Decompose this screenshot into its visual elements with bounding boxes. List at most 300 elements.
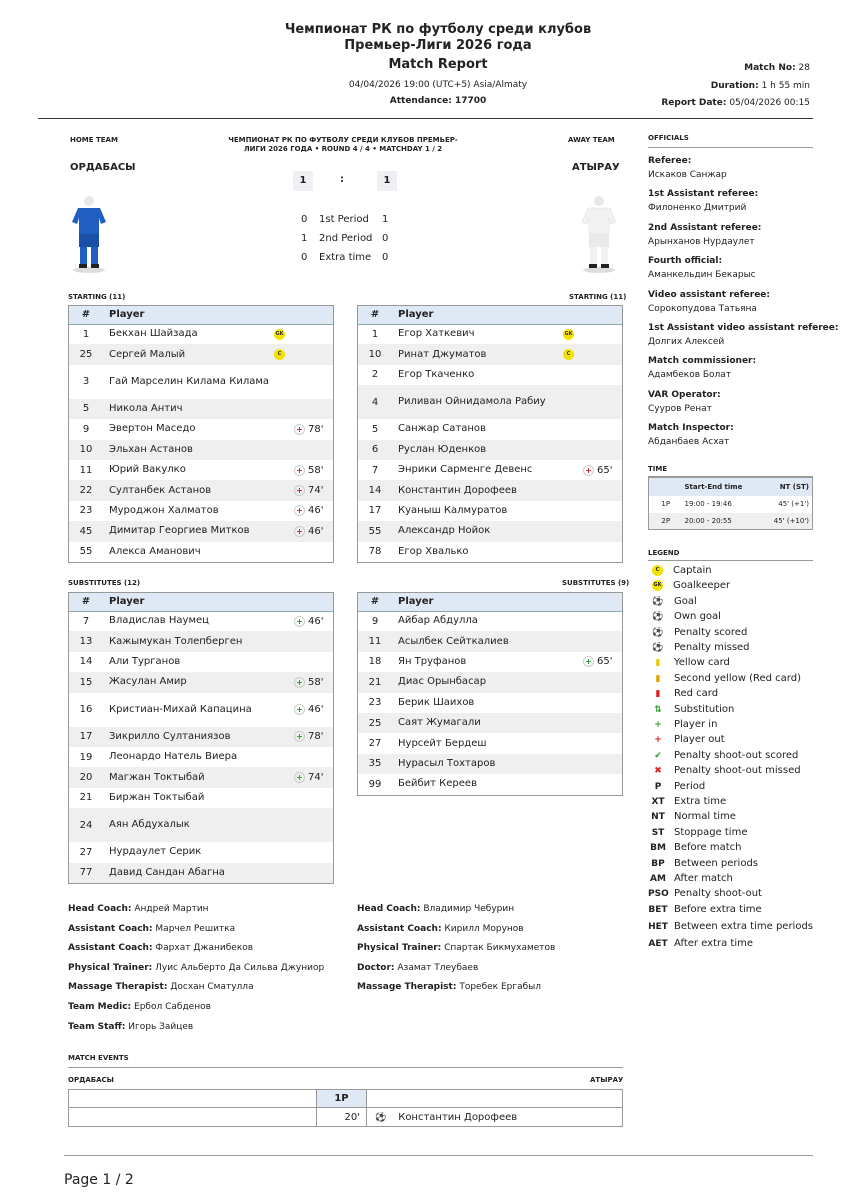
player-row bbox=[69, 480, 333, 500]
player-cell bbox=[392, 611, 622, 631]
player-cell bbox=[392, 344, 622, 364]
footer-divider bbox=[64, 1155, 813, 1156]
period-away-score: 1 bbox=[382, 214, 389, 225]
player-row bbox=[69, 767, 333, 787]
legend-icon: AET bbox=[648, 938, 668, 949]
player-cell bbox=[392, 501, 622, 521]
player-row bbox=[358, 611, 622, 631]
player-cell bbox=[392, 365, 622, 385]
player-row bbox=[69, 419, 333, 439]
legend-label: Period bbox=[674, 780, 706, 792]
player-row bbox=[69, 863, 333, 883]
player-name: Владислав Наумец bbox=[109, 615, 209, 627]
player-row bbox=[69, 727, 333, 747]
sub-minute: 46' bbox=[308, 505, 324, 517]
player-name: Бекхан Шайзада bbox=[109, 328, 198, 340]
player-row bbox=[358, 385, 622, 419]
legend-label: Goal bbox=[674, 595, 697, 607]
legend-icon: PSO bbox=[648, 889, 669, 900]
competition-info: ЧЕМПИОНАТ РК ПО ФУТБОЛУ СРЕДИ КЛУБОВ ПРЕМЬЕР-ЛИГИ 2026 ГОДА • ROUND 4 / 4 • MATCHDAY 1 / 2 bbox=[228, 136, 458, 153]
staff-role: Physical Trainer: bbox=[357, 943, 442, 954]
time-period: 1P bbox=[661, 500, 671, 508]
official-role: Fourth official: bbox=[648, 256, 723, 267]
player-row bbox=[69, 344, 333, 364]
legend-icon: + bbox=[654, 720, 662, 730]
player-name: Никола Антич bbox=[109, 402, 183, 414]
staff-role: Assistant Coach: bbox=[357, 923, 442, 934]
legend-icon: ⚽ bbox=[652, 596, 664, 607]
player-number: 17 bbox=[368, 505, 382, 517]
match-datetime: 04/04/2026 19:00 (UTC+5) Asia/Almaty bbox=[348, 80, 528, 90]
player-number: 4 bbox=[358, 385, 392, 419]
staff-name: Луис Альберто Да Сильва Джуниор bbox=[155, 962, 325, 973]
player-name: Гай Марселин Килама Килама bbox=[109, 375, 270, 387]
player-cell bbox=[103, 501, 333, 521]
player-cell bbox=[103, 419, 333, 439]
player-row bbox=[358, 693, 622, 713]
sub-minute: 46' bbox=[308, 615, 324, 627]
home-starting-table bbox=[68, 305, 334, 563]
away-starting-label: STARTING (11) bbox=[569, 293, 627, 301]
time-row bbox=[649, 513, 813, 530]
player-number: 55 bbox=[358, 521, 392, 541]
player-out-icon: + bbox=[294, 465, 305, 476]
player-number: 7 bbox=[371, 464, 379, 476]
legend-icon: ▮ bbox=[655, 689, 661, 700]
period-home-score: 0 bbox=[301, 214, 308, 225]
staff-name: Игорь Зайцев bbox=[128, 1021, 194, 1032]
time-period: 2P bbox=[661, 516, 671, 525]
player-number: 11 bbox=[79, 464, 93, 476]
player-row bbox=[358, 652, 622, 672]
home-starting-label: STARTING (11) bbox=[68, 293, 126, 301]
player-cell bbox=[392, 693, 622, 713]
score-separator: : bbox=[340, 174, 344, 185]
player-out-icon: + bbox=[294, 485, 305, 496]
events-period: 1P bbox=[317, 1090, 367, 1108]
player-in-icon: + bbox=[294, 731, 305, 742]
away-score: 1 bbox=[377, 171, 397, 191]
legend-item bbox=[648, 626, 747, 640]
player-name: Магжан Токтыбай bbox=[109, 771, 205, 783]
staff-name: Ербол Сабденов bbox=[134, 1002, 211, 1012]
player-name: Руслан Юденков bbox=[398, 443, 487, 455]
player-name: Кажымукан Толепберген bbox=[109, 635, 243, 647]
official-role: 1st Assistant video assistant referee: bbox=[648, 323, 839, 333]
time-start-end: 19:00 - 19:46 bbox=[684, 500, 732, 508]
player-cell bbox=[103, 542, 333, 562]
player-row bbox=[358, 480, 622, 500]
player-row bbox=[69, 399, 333, 419]
player-name: Алекса Аманович bbox=[109, 545, 201, 557]
legend-icon: XT bbox=[651, 797, 665, 807]
official-role: 2nd Assistant referee: bbox=[648, 222, 762, 233]
legend-icon: BP bbox=[651, 858, 665, 869]
player-number: 20 bbox=[69, 767, 103, 787]
player-number: 2 bbox=[371, 369, 379, 381]
legend-icon: + bbox=[654, 735, 662, 746]
staff-name: Фархат Джанибеков bbox=[155, 943, 254, 954]
col-player: Player bbox=[103, 593, 333, 611]
player-number: 6 bbox=[358, 440, 392, 460]
player-number: 18 bbox=[368, 656, 382, 668]
legend-icon: BM bbox=[650, 843, 666, 854]
legend-icon: HET bbox=[648, 922, 668, 933]
legend-icon: GK bbox=[652, 580, 663, 591]
time-title: TIME bbox=[648, 465, 668, 473]
col-number: # bbox=[69, 593, 103, 611]
sub-minute: 58' bbox=[308, 464, 324, 476]
legend-item bbox=[648, 903, 762, 917]
player-number: 5 bbox=[69, 399, 103, 419]
player-number: 27 bbox=[368, 738, 382, 750]
staff-name: Кирилл Морунов bbox=[444, 923, 524, 934]
staff-role: Physical Trainer: bbox=[68, 962, 153, 973]
player-cell bbox=[392, 460, 622, 480]
goalkeeper-icon: GK bbox=[563, 329, 574, 340]
player-cell bbox=[103, 344, 333, 364]
home-subs-label: SUBSTITUTES (12) bbox=[68, 579, 141, 587]
player-number: 23 bbox=[368, 697, 382, 709]
player-row bbox=[69, 324, 333, 344]
player-number: 45 bbox=[69, 521, 103, 541]
staff-name: Торебек Ергабыл bbox=[459, 982, 542, 993]
period-away-score: 0 bbox=[382, 233, 389, 244]
player-row bbox=[358, 365, 622, 385]
player-number: 55 bbox=[79, 546, 93, 558]
player-cell bbox=[103, 693, 333, 727]
player-in-icon: + bbox=[294, 616, 305, 627]
player-cell bbox=[392, 324, 622, 344]
player-row bbox=[69, 521, 333, 541]
legend-label: Penalty shoot-out bbox=[674, 888, 762, 900]
home-subs-table bbox=[68, 592, 334, 884]
player-cell bbox=[392, 631, 622, 651]
player-row bbox=[69, 672, 333, 692]
sub-minute: 78' bbox=[308, 423, 324, 435]
legend-label: Before match bbox=[674, 842, 742, 854]
player-name: Риливан Ойнидамола Рабиу bbox=[398, 396, 546, 408]
player-cell bbox=[392, 754, 622, 774]
player-number: 19 bbox=[79, 751, 93, 763]
player-row bbox=[358, 324, 622, 344]
legend-divider bbox=[648, 560, 813, 561]
player-cell bbox=[103, 399, 333, 419]
legend-icon: NT bbox=[651, 812, 665, 823]
period-label: 2nd Period bbox=[319, 233, 373, 244]
sub-minute: 58' bbox=[308, 676, 324, 688]
staff-role: Assistant Coach: bbox=[68, 943, 153, 954]
event-player: Константин Дорофеев bbox=[398, 1111, 518, 1123]
player-row bbox=[358, 672, 622, 692]
staff-member bbox=[68, 1002, 211, 1012]
col-player: Player bbox=[392, 593, 622, 611]
player-in-icon: + bbox=[583, 656, 594, 667]
player-row bbox=[69, 788, 333, 808]
player-row bbox=[358, 733, 622, 753]
captain-icon: C bbox=[563, 349, 574, 360]
player-row bbox=[358, 754, 622, 774]
player-cell bbox=[392, 652, 622, 672]
period-label: Extra time bbox=[319, 252, 372, 263]
away-subs-label: SUBSTITUTES (9) bbox=[562, 579, 630, 587]
legend-item bbox=[648, 749, 798, 763]
official-name: Аманкельдин Бекарыс bbox=[648, 270, 756, 281]
player-name: Ринат Джуматов bbox=[398, 348, 487, 360]
player-name: Айбар Абдулла bbox=[398, 615, 478, 627]
player-name: Жасулан Амир bbox=[109, 676, 187, 688]
player-number: 13 bbox=[69, 631, 103, 651]
player-cell bbox=[103, 521, 333, 541]
legend-label: Substitution bbox=[674, 703, 735, 715]
legend-title: LEGEND bbox=[648, 549, 680, 557]
official-role: Match commissioner: bbox=[648, 356, 757, 367]
events-home-team: ОРДАБАСЫ bbox=[68, 1076, 114, 1084]
away-subs-table bbox=[357, 592, 623, 796]
sub-minute: 65' bbox=[597, 464, 613, 476]
home-team-label: HOME TEAM bbox=[70, 136, 118, 144]
staff-member bbox=[357, 982, 541, 992]
legend-item bbox=[648, 857, 758, 871]
player-cell bbox=[103, 365, 333, 399]
time-nt: 45' (+10') bbox=[773, 516, 809, 525]
player-cell bbox=[392, 672, 622, 692]
player-cell bbox=[103, 672, 333, 692]
staff-member bbox=[68, 924, 235, 934]
legend-label: Penalty shoot-out missed bbox=[674, 765, 801, 777]
period-away-score: 0 bbox=[382, 252, 389, 263]
official-name: Искаков Санжар bbox=[648, 170, 727, 180]
player-out-icon: + bbox=[294, 424, 305, 435]
period-home-score: 0 bbox=[301, 252, 308, 263]
col-player: Player bbox=[103, 306, 333, 324]
legend-label: Penalty scored bbox=[674, 626, 748, 638]
player-number: 25 bbox=[358, 713, 392, 733]
player-cell bbox=[103, 788, 333, 808]
player-number: 22 bbox=[69, 480, 103, 500]
player-name: Нурдаулет Серик bbox=[109, 846, 202, 858]
official-name: Сууров Ренат bbox=[648, 403, 712, 414]
official-role: Video assistant referee: bbox=[648, 289, 771, 300]
player-row bbox=[69, 501, 333, 521]
player-number: 5 bbox=[371, 423, 379, 435]
staff-name: Андрей Мартин bbox=[134, 904, 209, 914]
player-cell bbox=[103, 808, 333, 842]
player-name: Санжар Сатанов bbox=[398, 423, 486, 435]
match-report-heading: Match Report bbox=[388, 57, 488, 72]
staff-name: Азамат Тлеубаев bbox=[397, 962, 479, 973]
match-number: Match No: 28 bbox=[744, 63, 810, 73]
player-name: Егор Ткаченко bbox=[398, 368, 475, 380]
official-name: Адамбеков Болат bbox=[648, 370, 732, 381]
player-number: 9 bbox=[82, 423, 90, 435]
player-name: Энрики Сарменге Девенс bbox=[398, 464, 533, 476]
player-number: 27 bbox=[79, 846, 93, 858]
player-name: Нурсейт Бердеш bbox=[398, 737, 487, 749]
page-number: Page 1 / 2 bbox=[64, 1172, 134, 1188]
legend-icon: ⚽ bbox=[652, 627, 664, 638]
player-cell bbox=[103, 727, 333, 747]
player-number: 25 bbox=[69, 344, 103, 364]
player-number: 14 bbox=[79, 656, 93, 668]
period-label: 1st Period bbox=[319, 214, 369, 225]
player-in-icon: + bbox=[294, 677, 305, 688]
legend-item bbox=[648, 780, 705, 794]
legend-icon: ⚽ bbox=[652, 643, 664, 653]
legend-item bbox=[648, 718, 717, 732]
player-name: Александр Нойок bbox=[398, 525, 491, 537]
legend-item bbox=[648, 841, 742, 855]
player-row bbox=[69, 365, 333, 399]
player-number: 24 bbox=[69, 808, 103, 842]
sub-minute: 65' bbox=[597, 656, 613, 668]
staff-member bbox=[68, 963, 324, 973]
legend-icon: P bbox=[654, 781, 662, 792]
time-col-start-end: Start-End time bbox=[684, 482, 743, 491]
col-player: Player bbox=[392, 306, 622, 324]
sub-minute: 74' bbox=[308, 772, 324, 784]
player-name: Саят Жумагали bbox=[398, 717, 481, 729]
time-start-end: 20:00 - 20:55 bbox=[684, 516, 732, 525]
staff-role: Assistant Coach: bbox=[68, 923, 153, 934]
legend-item bbox=[648, 595, 697, 609]
report-subtitle: Премьер-Лиги 2026 года bbox=[344, 38, 532, 53]
player-row bbox=[69, 542, 333, 562]
legend-item bbox=[648, 826, 747, 840]
legend-label: Yellow card bbox=[674, 657, 730, 669]
staff-role: Massage Therapist: bbox=[68, 982, 168, 993]
player-name: Эвертон Маседо bbox=[109, 423, 196, 435]
staff-role: Head Coach: bbox=[357, 904, 421, 914]
player-row bbox=[358, 344, 622, 364]
player-number: 78 bbox=[368, 546, 382, 558]
player-name: Юрий Вакулко bbox=[109, 464, 186, 476]
player-row bbox=[69, 460, 333, 480]
player-cell bbox=[103, 747, 333, 767]
official-name: Арынханов Нурдаулет bbox=[648, 236, 755, 247]
player-number: 35 bbox=[358, 754, 392, 774]
player-cell bbox=[392, 385, 622, 419]
player-in-icon: + bbox=[294, 704, 305, 715]
player-number: 1 bbox=[371, 328, 379, 340]
player-name: Константин Дорофеев bbox=[398, 484, 517, 496]
legend-label: Between periods bbox=[674, 857, 758, 869]
player-number: 23 bbox=[79, 505, 93, 517]
player-cell bbox=[392, 440, 622, 460]
player-row bbox=[358, 521, 622, 541]
staff-role: Team Medic: bbox=[68, 1002, 132, 1012]
staff-role: Head Coach: bbox=[68, 904, 132, 914]
player-name: Зикрилло Султаниязов bbox=[109, 730, 231, 742]
player-name: Эльхан Астанов bbox=[109, 443, 193, 455]
home-score: 1 bbox=[293, 171, 313, 191]
player-row bbox=[358, 501, 622, 521]
player-name: Али Турганов bbox=[109, 655, 181, 667]
legend-item bbox=[648, 672, 801, 686]
staff-member bbox=[68, 943, 253, 953]
legend-item bbox=[648, 564, 712, 578]
sub-minute: 46' bbox=[308, 704, 324, 716]
legend-icon: ST bbox=[651, 827, 665, 838]
player-in-icon: + bbox=[294, 772, 305, 783]
player-row bbox=[358, 542, 622, 562]
player-name: Берик Шаихов bbox=[398, 696, 475, 708]
staff-role: Team Staff: bbox=[68, 1021, 126, 1032]
player-name: Кристиан-Михай Капацина bbox=[109, 703, 252, 715]
staff-member bbox=[68, 904, 209, 914]
player-number: 1 bbox=[82, 328, 90, 340]
player-number: 16 bbox=[79, 704, 93, 716]
legend-item bbox=[648, 579, 730, 593]
player-name: Аян Абдухалык bbox=[109, 819, 190, 831]
legend-item bbox=[648, 920, 813, 934]
legend-icon: ✔ bbox=[654, 750, 662, 761]
legend-icon: ▮ bbox=[655, 658, 661, 669]
player-out-icon: + bbox=[583, 465, 594, 476]
player-number: 99 bbox=[368, 778, 382, 790]
col-number: # bbox=[358, 306, 392, 324]
legend-icon: ⚽ bbox=[652, 612, 664, 623]
player-row bbox=[69, 631, 333, 651]
player-number: 77 bbox=[69, 863, 103, 883]
player-name: Муроджон Халматов bbox=[109, 504, 219, 516]
player-name: Султанбек Астанов bbox=[109, 484, 212, 496]
official-role: VAR Operator: bbox=[648, 389, 721, 400]
player-name: Бейбит Кереев bbox=[398, 778, 477, 790]
sub-minute: 78' bbox=[308, 731, 324, 743]
legend-icon: ⇅ bbox=[654, 704, 662, 715]
player-cell bbox=[103, 611, 333, 631]
legend-item bbox=[648, 810, 736, 824]
player-row bbox=[358, 713, 622, 733]
staff-member bbox=[357, 924, 524, 934]
staff-name: Владимир Чебурин bbox=[423, 904, 515, 914]
col-number: # bbox=[358, 593, 392, 611]
player-row bbox=[69, 842, 333, 862]
player-number: 10 bbox=[69, 440, 103, 460]
player-cell bbox=[103, 842, 333, 862]
player-name: Ян Труфанов bbox=[398, 655, 467, 667]
legend-label: Before extra time bbox=[674, 903, 762, 915]
staff-member bbox=[68, 1022, 193, 1032]
player-cell bbox=[392, 521, 622, 541]
legend-label: After match bbox=[674, 873, 733, 884]
period-home-score: 1 bbox=[301, 233, 308, 244]
player-name: Сергей Малый bbox=[109, 348, 186, 360]
legend-item bbox=[648, 703, 734, 717]
legend-label: Second yellow (Red card) bbox=[674, 672, 801, 684]
captain-icon: C bbox=[274, 349, 285, 360]
player-number: 17 bbox=[69, 727, 103, 747]
legend-label: Stoppage time bbox=[674, 826, 748, 838]
match-duration: Duration: 1 h 55 min bbox=[710, 81, 810, 91]
player-row bbox=[69, 747, 333, 767]
player-name: Леонардо Натель Виера bbox=[109, 751, 238, 763]
time-col-nt: NT (ST) bbox=[779, 482, 809, 491]
goal-icon: ⚽ bbox=[375, 1112, 387, 1123]
away-kit-icon bbox=[580, 192, 618, 274]
header-divider bbox=[38, 118, 813, 119]
player-number: 21 bbox=[79, 792, 93, 804]
legend-label: Goalkeeper bbox=[673, 580, 731, 592]
legend-label: Penalty missed bbox=[674, 642, 750, 653]
player-number: 3 bbox=[82, 376, 90, 388]
player-name: Диас Орынбасар bbox=[398, 676, 487, 688]
official-name: Долгих Алексей bbox=[648, 337, 725, 347]
legend-item bbox=[648, 887, 762, 901]
player-name: Куаныш Калмуратов bbox=[398, 504, 508, 516]
official-name: Филоненко Дмитрий bbox=[648, 203, 747, 214]
